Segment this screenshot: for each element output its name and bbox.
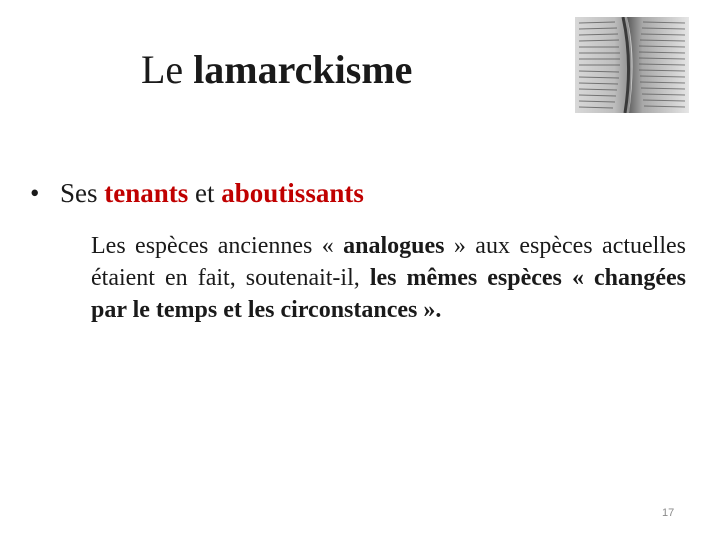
bullet-text-1: Ses — [60, 178, 105, 208]
slide-title — [141, 44, 412, 96]
bullet-point — [30, 174, 364, 212]
paragraph-bold-1: analogues — [343, 233, 445, 259]
bullet-marker: • — [30, 178, 40, 208]
paragraph-bold-2: les mêmes espèces « changées par le temps et les circonstances ». — [91, 265, 686, 323]
bullet-text-2: et — [188, 178, 222, 208]
paragraph-part-1: Les espèces anciennes « — [91, 233, 344, 259]
title-prefix: Le — [141, 47, 194, 92]
page-number: 17 — [662, 507, 675, 519]
bullet-red-2: aboutissants — [221, 178, 364, 208]
body-paragraph — [91, 230, 686, 326]
open-book-photo-icon — [575, 17, 689, 113]
title-bold: lamarckisme — [193, 47, 413, 92]
paragraph-part-2: » aux espèces actuelles étaient en fait, soutenait-il, — [91, 233, 686, 291]
bullet-red-1: tenants — [104, 178, 189, 208]
